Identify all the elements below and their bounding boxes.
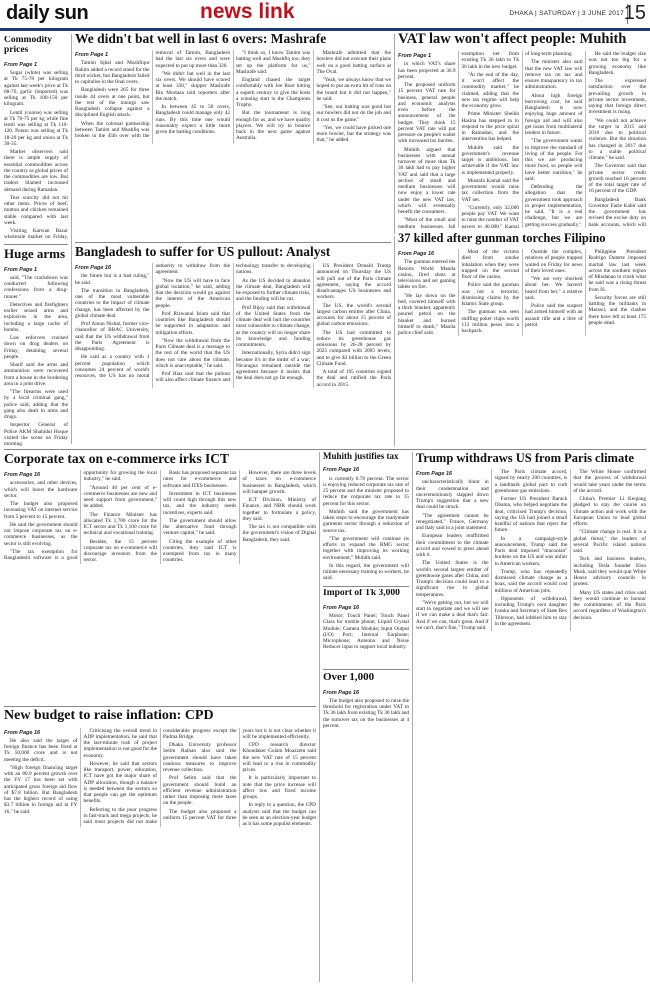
- paragraph: England chased the target comfortably with Joe Root hitting a superb century to give the hosts a winning start in the Champions Trophy.: [236, 77, 311, 109]
- article-body: [75, 50, 391, 144]
- paragraph: "I think so, I know Tamim was batting well and Mushfiq too, they set up the platform for us," Mashrafe said.: [236, 50, 311, 75]
- paragraph: Security forces are still battling the militants in Marawi, and the clashes there have left at least 175 people dead.: [588, 294, 646, 326]
- paragraph: Dhaka University professor Selim Raihan also said the government should have taken cautious measures to improve revenue collection.: [163, 742, 237, 774]
- paragraph: The White House confirmed that the process of withdrawal would take years under the terms of the accord.: [573, 469, 646, 494]
- paragraph: Philippine President Rodrigo Duterte imposed martial law last week across the southern region of Mindanao to crush what he said was a rising threat from IS.: [588, 249, 646, 293]
- article-six-overs: [75, 32, 391, 240]
- paragraph: "Around 40 per cent of e-commerce businesses are new and need support from government," he added.: [83, 484, 157, 510]
- article-commodity: [4, 36, 68, 241]
- paragraph: "We are very shocked about her. We haven't heard from her," a relative said.: [525, 276, 583, 301]
- paragraph: "The firearms were used by a local criminal gang," police said, adding that the gang also dealt in arms and drugs.: [4, 389, 68, 421]
- article-huge-arms: [4, 247, 68, 447]
- paragraph: Trump, who has repeatedly dismissed climate change as a hoax, said the accord would cost millions of American jobs.: [494, 568, 568, 594]
- paragraph: Sugar (white) was selling at Tk 75-78 per kilogram against last week's price at Tk 68-70, garlic (imported) was selling at Tk 100-150 per kilogram.: [4, 70, 68, 108]
- paragraph: Internationally, Syria didn't sign because it's in the midst of a war; Nicaragua remained outside the agreement because it insists that the deal does not go far enough.: [236, 350, 311, 382]
- continuation-kicker: From Page 16: [4, 729, 41, 736]
- column-divider: [394, 34, 395, 234]
- paragraph: Police said the suspect had armed himself with an assault rifle and a litre of petrol.: [525, 303, 583, 328]
- paragraph: China's Premier Li Keqiang pledged to stay the course on climate action and work with the European Union to lead global efforts.: [573, 496, 646, 528]
- paragraph: is currently 0.78 percent. The sector is enjoying reduced corporate tax rate of 25 percent and the minister proposed to reduce the corporate tax rate to 15 percent for this sector.: [323, 475, 409, 507]
- paragraph: Visiting Karwan Bazar wholesale market on Friday,: [4, 228, 68, 241]
- continuation-kicker: From Page 16: [416, 471, 453, 478]
- page-number: 15: [623, 2, 646, 24]
- paragraph: Detectives and firefighters earlier seized arms and explosives in the area, including a large cache of bombs.: [4, 301, 68, 333]
- paragraph: The gunman entered the Resorts World Manila casino, fired shots at televisions and set gaming tables on fire.: [398, 259, 456, 291]
- paragraph: When the colossal partnership between Tamim and Mushfiq was broken in the 45th over with the removal of Tamim, Bangladesh had the last six overs and were expected to put up more than 320.: [75, 50, 230, 140]
- paragraph: The budget also proposed increasing VAT on internet service from 5 percent to 15 percent.: [4, 501, 78, 520]
- column-divider: [319, 452, 320, 982]
- paragraph: He said the government should not impose corporate tax on e-commerce businesses, as the sector is still evolving.: [4, 521, 78, 547]
- column-divider: [412, 452, 413, 982]
- paragraph: A total of 195 countries signed the deal and ratified the Paris accord in 2015.: [316, 369, 391, 388]
- paragraph: "The agreement cannot be renegotiated," France, Germany and Italy said in a joint statement.: [416, 512, 489, 532]
- paragraph: The United States is the world's second largest emitter of greenhouse gases after China, and Trump's decision could lead to a significant rise in global temperatures.: [416, 560, 489, 598]
- paragraph: It is particularly important to note that the price increase will affect low and fixed income groups.: [242, 775, 316, 801]
- article-body: [4, 728, 316, 828]
- paragraph: The budget also proposed to raise the threshold for registration under VAT to Tk 36 lakh from existing Tk 30 lakh and the turnover tax on the businesses at 4 percent.: [323, 697, 409, 729]
- headline: Bangladesh to suffer for US pullout: Analyst: [75, 245, 331, 259]
- paragraph: Prof Rizwanul Islam said that countries like Bangladesh should be supported in adaptation and mitigation efforts.: [155, 310, 230, 336]
- paragraph: "Yes, we could have picked one more bowler, but the strategy was that," he added.: [316, 124, 391, 144]
- continuation-kicker: From Page 1: [4, 266, 38, 273]
- paragraph: The expressed satisfaction over the prevailing growth in private sector investment, saying that foreign direct investment is rising.: [588, 78, 646, 116]
- paragraph: Many US states and cities said they would continue to honour the commitments of the Paris accord regardless of Washington's decision.: [573, 589, 646, 621]
- article-body: [4, 60, 68, 241]
- article-body: [398, 249, 646, 336]
- paragraph: The gunman was seen stuffing poker chips worth 113 million pesos into a backpack.: [461, 309, 519, 335]
- paragraph: "We could not achieve the target in 2015 and 2016 due to political violence. But the situation has changed in 2017 due to a stable political climate," he said.: [588, 117, 646, 162]
- paragraph: In between 45 to 50 overs, Bangladesh could manage only 42 runs. By this time one would reasonably expect a little more given the batting conditions.: [155, 104, 230, 136]
- article-corporate: [4, 452, 316, 704]
- paragraph: The US, the world's second largest carbon emitter after China, accounts for about 15 percent of global carbon emissions.: [316, 302, 391, 328]
- continuation-kicker: From Page 16: [398, 251, 435, 258]
- divider: [4, 244, 68, 245]
- paragraph: The US had committed to reduce its greenhouse gas emissions by 26-28 percent by 2025 compared with 2005 levels, and to give $3 billion to the Green Climate Fund.: [316, 329, 391, 367]
- paragraph: Basis has proposed separate tax rates for e-commerce and software and ITES businesses.: [163, 470, 237, 489]
- headline: Commodity prices: [4, 36, 53, 55]
- paragraph: Criticising the overall trend in ADP implementation, he said that the last-minute rush of project implementation is not good for the economy.: [83, 727, 157, 759]
- paragraph: "At the end of the day, it won't affect the commodity market," he claimed, adding that the new tax regime will help the economy grow.: [461, 71, 519, 110]
- paragraph: Investment in ICT businesses will count high through this new tax, and the industry needs incentives, experts said.: [163, 490, 237, 516]
- paragraph: ICT Division, Ministry of Finance, and NBR should work together to formulate a policy, they said.: [242, 497, 316, 522]
- paragraph: Opponents of withdrawal, including Trump's own daughter Ivanka and Secretary of State Rex Tillerson, had lobbied him to stay in the agreement.: [494, 595, 568, 627]
- paragraph: As the US decided to abandon the climate deal, Bangladesh will be exposed to further climate risks, and the funding will be cut.: [236, 277, 311, 303]
- paragraph: Tear scarcity did not hit other items. Prices of beef, mutton and chicken remained stable compared with last week.: [4, 194, 68, 226]
- paragraph: In this regard, the government will initiate necessary training to workers, he said.: [323, 562, 409, 582]
- paragraph: Most of the victims died from smoke inhalation when they were trapped on the second floor of the casino.: [461, 249, 519, 281]
- paragraph: of long-term planning.: [525, 51, 573, 58]
- continuation-kicker: From Page 16: [323, 604, 360, 611]
- paragraph: The transition in Bangladesh, one of the most vulnerable countries to the impact of climate change, has been affected by the global climate deal.: [75, 287, 150, 319]
- paragraph: "See, our batting was good but our bowlers did not do the job and it cost us the game.": [316, 104, 391, 123]
- paragraph: Besides, the 15 percent corporate tax on e-commerce will discourage investors from the sector.: [83, 538, 157, 564]
- headline: Huge arms: [4, 247, 66, 261]
- paragraph: Tech and business leaders, including Tesla founder Elon Musk, said they would quit White House advisory councils in protest.: [573, 556, 646, 588]
- paragraph: Inspector General of Police AKM Shahidul Hoque visited the scene on Friday morning.: [4, 422, 68, 447]
- article-over-1000: [323, 672, 409, 732]
- paragraph: Outside the complex, relatives of people trapped waited on Friday for news of their loved ones.: [525, 249, 583, 274]
- headline: Muhith justifies tax: [323, 452, 399, 461]
- paragraph: Prime Minister Sheikh Hasina has stepped in to respond to the price spiral in Ramadan, and the intervention has helped.: [461, 111, 519, 143]
- paragraph: "High foreign financing target with an 80.9 percent growth over the FY 17 has been set with anticipated gross foreign aid flow of $7.8 billion. But Bangladesh has the highest record of using $3.7 billion in foreign aid in FY 16," he said.: [4, 764, 78, 815]
- paragraph: But the tournament is long enough for us, and we have quality players. We will try to bounce back in the next game against Australia.: [236, 110, 311, 142]
- paragraph: accessories, and other devices, which will boost the hardware sector.: [4, 480, 78, 499]
- paragraph: Referring to the poor progress in fast-track and mega projects, he said most projects did not make considerable progress except the Padma Bridge.: [83, 727, 237, 826]
- paragraph: "He lay down on the bed, covered himself with a thick blanket, apparently poured petrol on the blanket and burned himself to death," Manila police chief said.: [398, 292, 456, 337]
- headline: 37 killed after gunman torches Filipino: [398, 232, 606, 245]
- divider: [323, 586, 409, 587]
- article-support: [75, 245, 391, 445]
- newspaper-name: daily sun: [6, 2, 89, 24]
- article-budget: [4, 709, 316, 981]
- section-title: news link: [200, 0, 295, 23]
- headline: Trump withdraws US from Paris climate: [416, 452, 634, 465]
- paragraph: Muhith argued that businesses with annual turnover of more than Tk 36 lakh had to pay higher VAT and said that a large section of small and medium businesses will now enjoy a lower rate under the new VAT law, which will eventually benefit the consumers.: [398, 146, 456, 216]
- paragraph: He said the budget size was not too big for a growing economy like Bangladesh.: [588, 51, 646, 76]
- dateline: DHAKA | SATURDAY | 3 JUNE 2017: [509, 10, 624, 17]
- paragraph: Muhith said the government's revenue target is ambitious, but achievable if the VAT law is implemented properly.: [461, 144, 519, 176]
- headline: Corporate tax on e-commerce irks ICT: [4, 452, 230, 466]
- continuation-kicker: From Page 16: [75, 265, 112, 272]
- paragraph: in which VAT's share has been projected at 36.9 percent.: [398, 61, 456, 80]
- divider: [4, 706, 316, 707]
- paragraph: Mustafa Kamal said the government would raise tax collection from the VAT net.: [461, 177, 519, 203]
- paragraph: The Governor said that private sector credit growth reached 16 percent of the total target rate of 16 percent of the GDP.: [588, 163, 646, 195]
- continuation-kicker: From Page 16: [4, 472, 41, 479]
- paragraph: Mashrafe admitted that the bowlers did not execute their plans well on a good batting surface at The Oval.: [316, 50, 391, 75]
- paragraph: He also said the target of foreign finance has been fixed at Tk 50,000 crore and is not meeting the deficit.: [4, 737, 78, 763]
- article-body: [4, 470, 316, 564]
- paragraph: Prof Riaz said that the pullout will also affect climate finance and technology transfer to developing nations.: [155, 263, 311, 384]
- headline: Over 1,000: [323, 672, 375, 683]
- paragraph: Bangladesh were 265 for three inside 44 overs at one point, but the rest of the innings saw Bangladesh collapse against a disciplined English attack.: [75, 87, 150, 119]
- paragraph: "Now the withdrawal from the Paris Climate deal is a message to the rest of the world that the US does not care about the climate, which is unacceptable," he said.: [155, 337, 230, 369]
- article-body: [323, 465, 409, 584]
- continuation-kicker: From Page 16: [323, 689, 360, 696]
- article-body: [4, 265, 68, 447]
- paragraph: Former US President Barack Obama, who helped negotiate the deal, criticised Trump's decision, saying the US had joined a small handful of nations that reject the future.: [494, 496, 568, 534]
- headline: VAT law won't affect people: Muhith: [398, 32, 627, 47]
- paragraph: In reply to a question, the CPD analysts said that the budget can be seen as an election-year budget as it has some populist elements.: [242, 802, 316, 828]
- paragraph: "The tax exemption for Bangladeshi software is a good opportunity for growing the local industry," he said.: [4, 470, 157, 562]
- masthead-bar: [0, 0, 650, 31]
- article-body: [323, 688, 409, 732]
- article-filipino: [398, 232, 646, 446]
- continuation-kicker: From Page 1: [398, 53, 432, 60]
- paragraph: "We're getting out, but we will start to negotiate and we will see if we can make a deal that's fair. And if we can, that's great. And if we can't, that's fine," Trump said.: [416, 599, 489, 631]
- article-vat-law: [398, 32, 646, 228]
- headline: Import of Tk 3,000: [323, 589, 400, 598]
- article-body: [416, 469, 646, 631]
- paragraph: The government should allow the alternative fund through venture capital," he said.: [163, 517, 237, 537]
- paragraph: The proposed uniform 15 percent VAT rate for business, general people and economic analysts even before the announcement of the budget. They think 15 percent VAT rate will put pressure on people's wallet with increased tax burden.: [398, 82, 456, 145]
- paragraph: Sharif said the arms and ammunition were recovered from a house in the bordering area in a joint drive.: [4, 362, 68, 387]
- paragraph: The Finance Minister has allocated Tk 1,700 crore for the ICT sector and Tk 1,100 crore for technical and vocational training.: [83, 511, 157, 537]
- paragraph: Prof Bijoy said that withdrawal of the United States from the climate deal will hurt the countries most vulnerable to climate change, as the country will no longer share its knowledge and funding commitments.: [236, 304, 311, 349]
- paragraph: "Most of the small and medium businesses fall: [398, 217, 456, 228]
- paragraph: Police said the gunman was not a terrorist, dismissing claims by the Islamic State group.: [461, 282, 519, 308]
- divider: [4, 449, 646, 450]
- paragraph: However, he said that sectors like transport, power, education, ICT have got the major share of ADP allocation, though a balance is needed between the sectors so that people can get the optimum benefits.: [83, 760, 157, 805]
- paragraph: "Currently, only 32,000 people pay VAT. We want to raise the number of VAT payers to 40,000," Kamal: [461, 204, 519, 228]
- article-body: [398, 51, 646, 228]
- article-body: [323, 603, 409, 653]
- paragraph: He said as a country with 1 percent population which consumes 24 percent of world's resources, the US has no moral authority to withdraw from the agreement.: [75, 263, 230, 380]
- paragraph: The budget also proposed a uniform 15 percent VAT for three years but it is not clear whether it will be implemented efficiently.: [163, 727, 316, 821]
- paragraph: the future but is a bad ruling," he said.: [75, 273, 150, 286]
- paragraph: Muhith said the government has taken steps to encourage the readymade garments sector through a reduction of source tax.: [323, 508, 409, 534]
- paragraph: Law enforcers cracked down on drug dealers on Friday, detaining several people.: [4, 335, 68, 360]
- paragraph: Tamim Iqbal and Mushfiqur Rahim added a record stand for the third wicket, but Bangladesh failed to capitalise in the final overs.: [75, 60, 150, 86]
- divider: [323, 669, 409, 670]
- article-muhith: [323, 452, 409, 584]
- paragraph: "Climate change is real. It is a global threat," the leaders of several Pacific island nations said.: [573, 529, 646, 555]
- paragraph: Lentil (coarse) was selling at Tk 70-75 per kg while fine lentil was selling at Tk 110-120. Potato was selling at Tk 18-20 per kg and onion at Tk 30-35.: [4, 109, 68, 147]
- paragraph: Prof Selim said that the government should build an efficient revenue administration rather than imposing more taxes on the people.: [163, 775, 237, 807]
- continuation-kicker: From Page 1: [4, 61, 38, 68]
- paragraph: CPD research director Khondaker Golam Moazzem said the new VAT rate of 15 percent will lead to a rise in commodity prices.: [242, 742, 316, 774]
- paragraph: Prof Ainun Nishat, former vice-chancellor of BRAC University, said that the US withdrawal from the Paris Agreement is disappointing.: [75, 321, 150, 353]
- paragraph: Defending the allegation that the government took approach in proper implementation, he said, "It is a real challenge, but we are getting success gradually.": [525, 184, 583, 228]
- paragraph: The Paris climate accord, signed by nearly 200 countries, is a landmark global pact to curb greenhouse gas emissions.: [494, 469, 568, 494]
- paragraph: The minister also said that the new VAT law will remove tax on tax and ensure transparency in tax administration.: [525, 59, 583, 91]
- paragraph: Citing the example of other countries, they said ICT is exempted from tax in many countries.: [163, 538, 237, 564]
- paragraph: said, "The crackdown was conducted following confessions from a drug-runner.": [4, 274, 68, 300]
- paragraph: "The government will continue its efforts to expand the RMG sector together with improving its working environment," Muhith said.: [323, 535, 409, 561]
- article-body: [75, 263, 391, 388]
- column-divider: [394, 236, 395, 446]
- article-trump: [416, 452, 646, 980]
- continuation-kicker: From Page 1: [75, 52, 109, 59]
- paragraph: The tax is not compatible with the government's vision of Digital Bangladesh, they said.: [242, 524, 316, 543]
- paragraph: "Now the US will have to face global isolation," he said, adding that the decision would go against the interest of the American people.: [155, 277, 230, 309]
- paragraph: In a campaign-style announcement, Trump said the Paris deal imposed "draconian" burdens on the US and was unfair to American workers.: [494, 535, 568, 567]
- paragraph: Market observers said there is ample supply of essential commodities across the country as global prices of the commodities are low. But traders blamed increased demand during Ramadan.: [4, 149, 68, 193]
- divider: [75, 242, 391, 243]
- paragraph: Motor; Touch Panel; Touch Panel Glass for mobile phone; Liquid Crystal Module; Camera Module; Input Output (I/O) Port; Internal Earphone; Microphone; Antenna and Noise Reducer input to support local industry.: [323, 613, 409, 651]
- paragraph: exemption net from existing Tk 36 lakh to Tk 36 lakh in the new budget.: [461, 51, 519, 70]
- paragraph: Bangladesh Bank Governor Fazle Kabir said the government has revised the excise duty on bank accounts, which will: [588, 196, 646, 228]
- paragraph: However, there are three levels of taxes on e-commerce businesses in Bangladesh, which will hamper growth.: [242, 470, 316, 495]
- continuation-kicker: From Page 16: [323, 467, 360, 474]
- article-import: [323, 589, 409, 667]
- paragraph: About high foreign borrowing cost, he said Bangladesh is now enjoying huge amount of foreign aid and will also get loans from multilateral lenders in future.: [525, 92, 583, 137]
- paragraph: "We didn't bat well in the last six overs. We should have scored at least 330," skipper Mashrafe Bin Mortaza told reporters after the match.: [155, 70, 230, 102]
- headline: We didn't bat well in last 6 overs: Mashrafe: [75, 32, 327, 46]
- column-divider: [71, 34, 72, 444]
- paragraph: European leaders reaffirmed their commitment to the climate accord and vowed to press ahead with it.: [416, 533, 489, 559]
- paragraph: US President Donald Trump announced on Thursday the US will pull out of the Paris climate agreement, saying the accord disadvantages US businesses and workers.: [316, 263, 391, 301]
- paragraph: "The government wants to improve the standard of living of the people. For this we are producing more food, so people will have better nutrition," he said.: [525, 138, 583, 182]
- paragraph: uncharacteristically blunt in their condemnation and unceremoniously slapped down Trump's suggestion that a new deal could be struck.: [416, 479, 489, 511]
- headline: New budget to raise inflation: CPD: [4, 709, 214, 723]
- paragraph: "Yeah, we always know that we hoped to put an extra bit of runs on the board but it did not happen," he said.: [316, 77, 391, 102]
